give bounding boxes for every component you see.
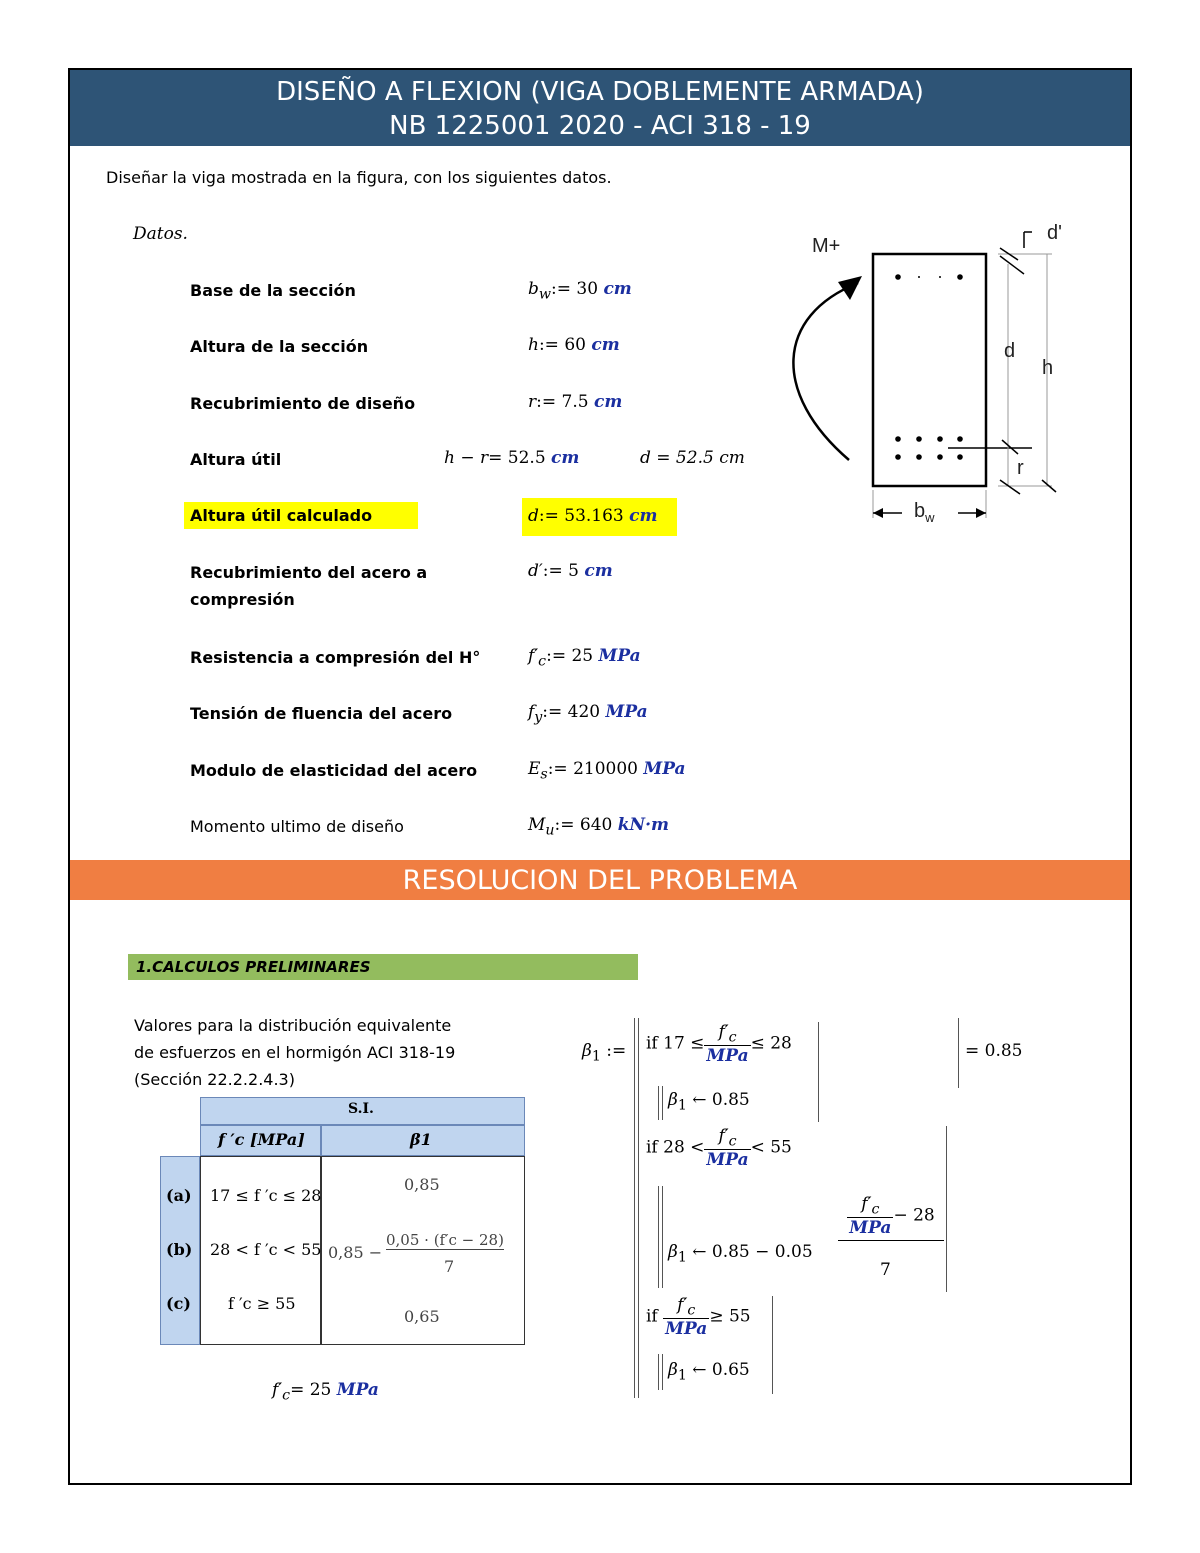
table-row-a-key: (a) — [166, 1186, 192, 1205]
param-label-dprime-line1: Recubrimiento del acero a — [190, 563, 428, 582]
table-row-c-val: 0,65 — [404, 1307, 440, 1326]
bw-label: $b_w$ — [914, 500, 935, 525]
beta1-lhs: $\beta_1$ := — [582, 1041, 627, 1065]
param-value-es: $E_s:= 210000$ MPa — [528, 759, 686, 783]
case1-condition: if 17 ≤ $\frac{f'_c}{\text{MPa}}$ ≤ 28 — [646, 1022, 792, 1067]
param-value-bw: $b_w:= 30$ cm — [528, 279, 632, 303]
table-row-b-val: 0,85 − — [328, 1243, 383, 1262]
param-value-h: h:= 60 cm — [528, 335, 620, 355]
table-row-b-key: (b) — [166, 1240, 193, 1259]
dprime-label: d' — [1047, 222, 1062, 244]
description-line-3: (Sección 22.2.2.4.3) — [134, 1070, 295, 1089]
param-value-fy: $f_y:= 420$ MPa — [528, 702, 648, 726]
param-label-altura-util-calculado: Altura útil calculado — [184, 502, 418, 529]
table-row-b-num: 0,05 · (f′c − 28) — [386, 1231, 504, 1249]
param-label-h: Altura de la sección — [190, 337, 369, 356]
case2-fraction-num: $\frac{f'_c}{\text{MPa}}$ − 28 — [838, 1194, 944, 1241]
description-paragraph — [134, 1012, 455, 1093]
altura-util-expr: h − r= 52.5 cm — [444, 448, 580, 468]
param-label-dprime-line2: compresión — [190, 590, 295, 609]
moment-arrowhead — [838, 276, 862, 300]
d-label: d — [1004, 340, 1016, 362]
table-row-b-den: 7 — [444, 1257, 455, 1276]
param-label-r: Recubrimiento de diseño — [190, 394, 416, 413]
case2-fraction-den: 7 — [880, 1260, 891, 1280]
section-title: RESOLUCION DEL PROBLEMA — [70, 860, 1130, 900]
page-title: DISEÑO A FLEXION (VIGA DOBLEMENTE ARMADA) — [276, 77, 924, 107]
top-bars — [895, 274, 963, 280]
param-value-dprime: d′:= 5 cm — [528, 561, 613, 581]
altura-util-check: d = 52.5 cm — [640, 448, 745, 468]
case2-assign: $\beta_1$ ← 0.85 − 0.05 — [668, 1242, 813, 1266]
param-value-mu: $M_u:= 640$ kN·m — [528, 815, 670, 839]
table-row-a-cond: 17 ≤ f ′c ≤ 28 — [210, 1186, 322, 1205]
param-label-altura-util: Altura útil — [190, 450, 282, 469]
fc-result: $f'_c= 25$ MPa — [272, 1380, 379, 1404]
r-label: r — [1017, 457, 1024, 479]
case3-assign: $\beta_1$ ← 0.65 — [668, 1360, 750, 1384]
case3-condition: if $\frac{f'_c}{\text{MPa}}$ ≥ 55 — [646, 1295, 751, 1340]
intro-text: Diseñar la viga mostrada en la figura, con los siguientes datos. — [106, 168, 612, 187]
beta1-result: = 0.85 — [965, 1041, 1023, 1061]
beta-table — [160, 1097, 525, 1345]
step1-title: 1.CALCULOS PRELIMINARES — [128, 954, 638, 980]
case2-condition: if 28 < $\frac{f'_c}{\text{MPa}}$ < 55 — [646, 1126, 792, 1171]
param-label-fy: Tensión de fluencia del acero — [190, 704, 453, 723]
table-row-b-cond: 28 < f ′c < 55 — [210, 1240, 322, 1259]
param-value-d: d:= 53.163 cm — [522, 498, 677, 536]
beam-outline — [873, 254, 986, 486]
page-subtitle: NB 1225001 2020 - ACI 318 - 19 — [389, 111, 811, 141]
table-header-col2-text: β1 — [410, 1130, 432, 1149]
param-value-fc: $f'_c:= 25$ MPa — [528, 646, 641, 670]
table-row-c-cond: f ′c ≥ 55 — [228, 1294, 296, 1313]
table-header-si-text: S.I. — [348, 1101, 374, 1117]
case1-assign: $\beta_1$ ← 0.85 — [668, 1090, 750, 1114]
description-line-2: de esfuerzos en el hormigón ACI 318-19 — [134, 1043, 456, 1062]
page-header — [70, 70, 1130, 146]
param-label-es: Modulo de elasticidad del acero — [190, 761, 478, 780]
description-line-1: Valores para la distribución equivalente — [134, 1016, 452, 1035]
param-label-dprime — [190, 559, 427, 613]
table-row-c-key: (c) — [166, 1294, 191, 1313]
moment-arrow — [793, 283, 858, 460]
param-label-fc: Resistencia a compresión del H° — [190, 648, 481, 667]
datos-label: Datos. — [133, 224, 188, 244]
table-header-col1-text: f ′c [MPa] — [218, 1130, 305, 1149]
h-label: h — [1042, 357, 1054, 379]
param-label-bw: Base de la sección — [190, 281, 356, 300]
table-row-a-val: 0,85 — [404, 1175, 440, 1194]
param-label-mu: Momento ultimo de diseño — [190, 817, 404, 836]
param-value-r: r:= 7.5 cm — [528, 392, 623, 412]
moment-label: M+ — [812, 235, 841, 257]
